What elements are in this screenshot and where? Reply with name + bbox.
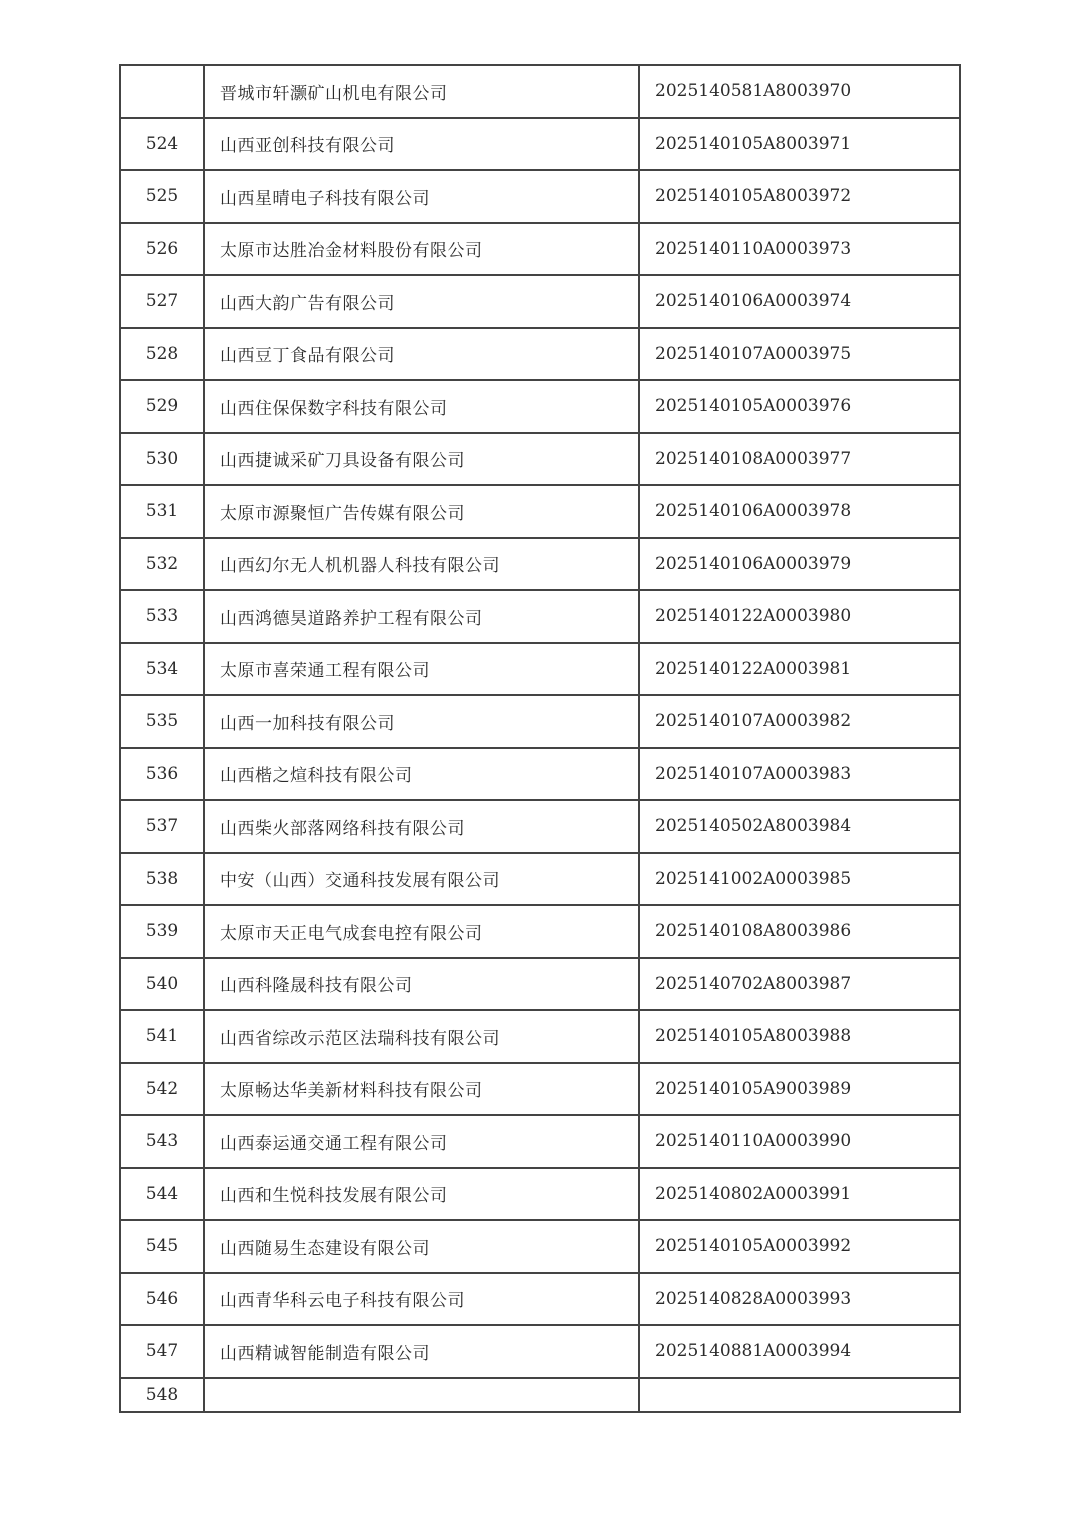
company-name-cell: 山西省综改示范区法瑞科技有限公司	[204, 1010, 639, 1063]
table-row	[120, 1010, 960, 1063]
registration-code-cell: 2025140105A8003971	[639, 118, 960, 171]
table-row	[120, 328, 960, 381]
registration-code-cell: 2025140105A9003989	[639, 1063, 960, 1116]
registration-code-cell: 2025140702A8003987	[639, 958, 960, 1011]
company-name-cell: 山西住保保数字科技有限公司	[204, 380, 639, 433]
row-number-cell: 538	[120, 853, 204, 906]
row-number-cell: 541	[120, 1010, 204, 1063]
table-row	[120, 853, 960, 906]
row-number-cell: 531	[120, 485, 204, 538]
table-row	[120, 1378, 960, 1412]
company-name-cell: 山西青华科云电子科技有限公司	[204, 1273, 639, 1326]
table-row	[120, 800, 960, 853]
company-name-cell: 山西大韵广告有限公司	[204, 275, 639, 328]
row-number-cell: 532	[120, 538, 204, 591]
table-row	[120, 590, 960, 643]
company-name-cell: 太原市天正电气成套电控有限公司	[204, 905, 639, 958]
row-number-cell: 537	[120, 800, 204, 853]
registration-code-cell: 2025140106A0003978	[639, 485, 960, 538]
company-name-cell: 山西和生悦科技发展有限公司	[204, 1168, 639, 1221]
company-name-cell: 中安（山西）交通科技发展有限公司	[204, 853, 639, 906]
registration-code-cell: 2025140502A8003984	[639, 800, 960, 853]
company-name-cell: 太原畅达华美新材料科技有限公司	[204, 1063, 639, 1116]
table-row	[120, 433, 960, 486]
registration-code-cell: 2025140881A0003994	[639, 1325, 960, 1378]
company-name-cell: 太原市喜荣通工程有限公司	[204, 643, 639, 696]
row-number-cell: 543	[120, 1115, 204, 1168]
company-name-cell: 太原市源聚恒广告传媒有限公司	[204, 485, 639, 538]
registration-code-cell: 2025140122A0003980	[639, 590, 960, 643]
table-row	[120, 1325, 960, 1378]
row-number-cell: 529	[120, 380, 204, 433]
table-row	[120, 118, 960, 171]
registration-code-cell: 2025140828A0003993	[639, 1273, 960, 1326]
table-row	[120, 643, 960, 696]
table-row	[120, 1273, 960, 1326]
table-row	[120, 275, 960, 328]
row-number-cell: 525	[120, 170, 204, 223]
registration-code-cell: 2025140106A0003979	[639, 538, 960, 591]
table-row	[120, 695, 960, 748]
company-name-cell: 山西捷诚采矿刀具设备有限公司	[204, 433, 639, 486]
company-name-cell: 晋城市轩灏矿山机电有限公司	[204, 65, 639, 118]
row-number-cell: 540	[120, 958, 204, 1011]
registration-code-cell: 2025140107A0003982	[639, 695, 960, 748]
table-row	[120, 1115, 960, 1168]
company-name-cell: 山西鸿德昊道路养护工程有限公司	[204, 590, 639, 643]
row-number-cell: 528	[120, 328, 204, 381]
company-name-cell: 山西柴火部落网络科技有限公司	[204, 800, 639, 853]
row-number-cell: 545	[120, 1220, 204, 1273]
table-row	[120, 1220, 960, 1273]
company-name-cell: 山西豆丁食品有限公司	[204, 328, 639, 381]
table-row	[120, 1063, 960, 1116]
registration-code-cell: 2025140110A0003973	[639, 223, 960, 276]
company-name-cell: 山西科隆晟科技有限公司	[204, 958, 639, 1011]
company-name-cell: 太原市达胜冶金材料股份有限公司	[204, 223, 639, 276]
row-number-cell: 539	[120, 905, 204, 958]
row-number-cell: 527	[120, 275, 204, 328]
company-name-cell: 山西精诚智能制造有限公司	[204, 1325, 639, 1378]
company-name-cell: 山西泰运通交通工程有限公司	[204, 1115, 639, 1168]
registration-code-cell: 2025140108A0003977	[639, 433, 960, 486]
table-row	[120, 958, 960, 1011]
registry-sheet	[119, 64, 961, 1413]
row-number-cell: 546	[120, 1273, 204, 1326]
registration-code-cell: 2025140105A0003992	[639, 1220, 960, 1273]
table-row	[120, 538, 960, 591]
registration-code-cell: 2025140110A0003990	[639, 1115, 960, 1168]
row-number-cell: 548	[120, 1378, 204, 1412]
company-name-cell: 山西随易生态建设有限公司	[204, 1220, 639, 1273]
company-name-cell: 山西幻尔无人机机器人科技有限公司	[204, 538, 639, 591]
row-number-cell	[120, 65, 204, 118]
company-name-cell: 山西一加科技有限公司	[204, 695, 639, 748]
registration-code-cell: 2025140105A0003976	[639, 380, 960, 433]
table-row	[120, 748, 960, 801]
table-row	[120, 905, 960, 958]
row-number-cell: 534	[120, 643, 204, 696]
company-name-cell	[204, 1378, 639, 1412]
row-number-cell: 533	[120, 590, 204, 643]
registration-code-cell: 2025140107A0003983	[639, 748, 960, 801]
company-name-cell: 山西楷之煊科技有限公司	[204, 748, 639, 801]
table-row	[120, 170, 960, 223]
table-row	[120, 380, 960, 433]
row-number-cell: 530	[120, 433, 204, 486]
row-number-cell: 526	[120, 223, 204, 276]
row-number-cell: 535	[120, 695, 204, 748]
registration-code-cell: 2025140106A0003974	[639, 275, 960, 328]
table-row	[120, 65, 960, 118]
registration-code-cell: 2025140802A0003991	[639, 1168, 960, 1221]
company-registry-table	[119, 64, 961, 1413]
registration-code-cell: 2025140107A0003975	[639, 328, 960, 381]
row-number-cell: 544	[120, 1168, 204, 1221]
row-number-cell: 547	[120, 1325, 204, 1378]
company-name-cell: 山西亚创科技有限公司	[204, 118, 639, 171]
row-number-cell: 542	[120, 1063, 204, 1116]
row-number-cell: 524	[120, 118, 204, 171]
registration-code-cell: 2025140105A8003988	[639, 1010, 960, 1063]
row-number-cell: 536	[120, 748, 204, 801]
registration-code-cell	[639, 1378, 960, 1412]
company-name-cell: 山西星晴电子科技有限公司	[204, 170, 639, 223]
table-row	[120, 485, 960, 538]
registration-code-cell: 2025140122A0003981	[639, 643, 960, 696]
registration-code-cell: 2025141002A0003985	[639, 853, 960, 906]
table-row	[120, 223, 960, 276]
registration-code-cell: 2025140581A8003970	[639, 65, 960, 118]
table-row	[120, 1168, 960, 1221]
registration-code-cell: 2025140105A8003972	[639, 170, 960, 223]
table-body	[120, 65, 960, 1412]
registration-code-cell: 2025140108A8003986	[639, 905, 960, 958]
